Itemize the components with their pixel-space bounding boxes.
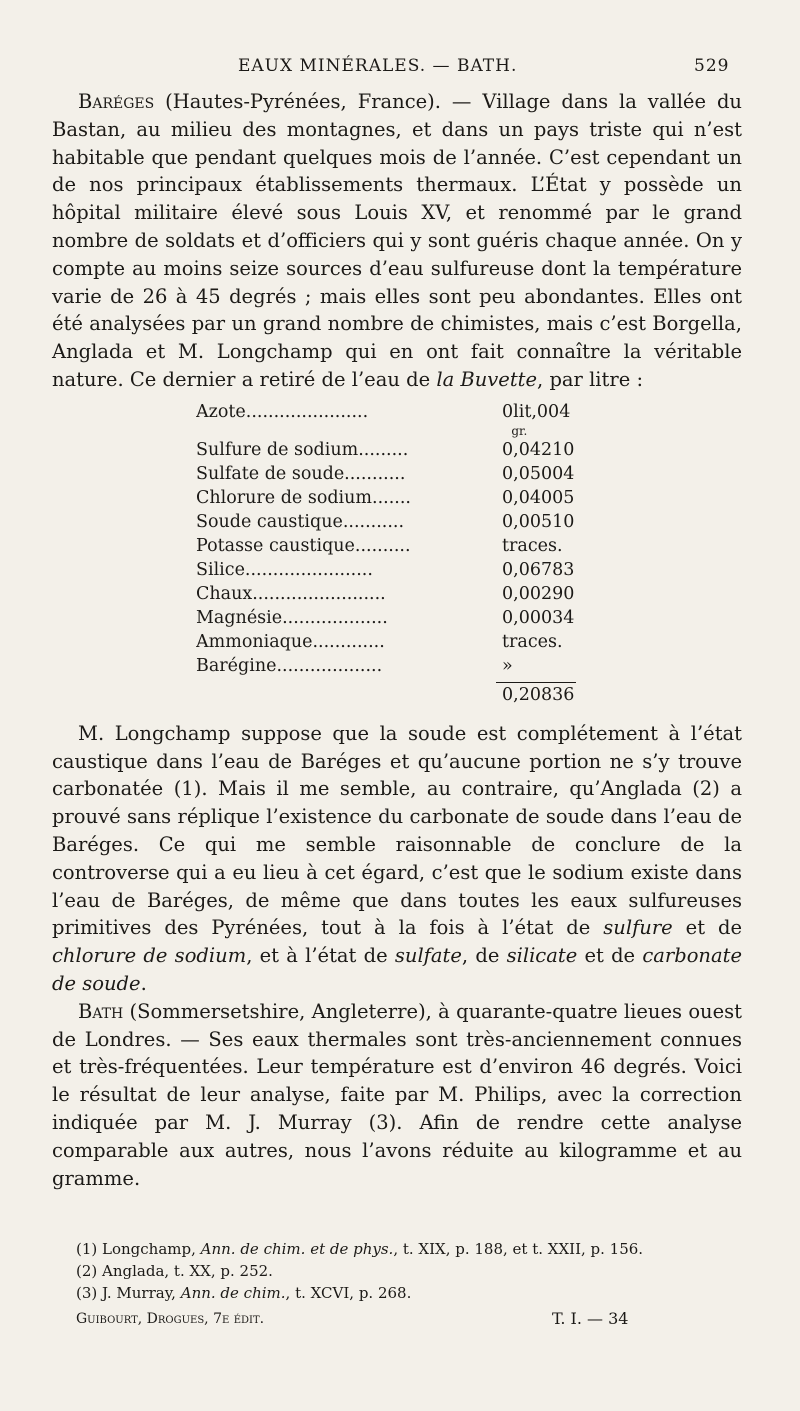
unit-label: gr. — [511, 423, 528, 438]
footnote-text: , t. XCVI, p. 268. — [285, 1284, 412, 1302]
table-row — [196, 438, 616, 462]
substance-name: Sulfate de soude........... — [196, 463, 406, 484]
paragraph-text: . — [140, 971, 147, 995]
italic-term: chlorure de sodium — [52, 944, 247, 968]
signature-left: Guibourt, Drogues, 7e édit. — [76, 1311, 265, 1327]
footnote-text: (3) J. Murray, — [76, 1284, 181, 1302]
substance-name: Soude caustique........... — [196, 511, 405, 532]
entry-heading-bareges: Baréges — [78, 90, 155, 113]
italic-term: carbonate de soude — [52, 944, 742, 995]
footnotes — [76, 1238, 756, 1304]
footnote-text: (2) Anglada, t. XX, p. 252. — [76, 1262, 273, 1280]
total-row — [196, 684, 616, 710]
substance-value: traces. — [502, 631, 563, 652]
table-row — [196, 582, 616, 606]
italic-term: sulfure — [603, 916, 673, 940]
paragraph-text: (Hautes-Pyrénées, France). — Village dans la vallée du Bastan, au milieu des montagnes, et dans un pays triste qui n’est habitable que pendant quelques mois de l’année. C’est cependant un de nos principaux établissements thermaux. L’État y possède un hôpital militaire élevé sous Louis XV, et renommé par le grand nombre de soldats et d’officiers qui y sont guéris chaque année. On y compte au moins seize sources d’eau sulfureuse dont la température varie de 26 à 45 degrés ; mais elles sont peu abondantes. Elles ont été analysées par un grand nombre de chimistes, mais c’est Borgella, Anglada et M. Longchamp qui en ont fait connaître la véritable nature. Ce dernier a retiré de l’eau de — [52, 90, 742, 391]
paragraph-bareges — [52, 88, 742, 394]
substance-value: » — [502, 655, 513, 676]
substance-name: Chaux........................ — [196, 583, 386, 604]
footnote-2 — [76, 1260, 756, 1282]
paragraph-text: , et à l’état de — [246, 944, 395, 968]
paragraph-tail: , par litre : — [537, 367, 644, 391]
substance-value: 0,04210 — [502, 439, 575, 460]
substance-name: Magnésie................... — [196, 607, 388, 628]
printer-signature — [76, 1311, 756, 1335]
total-value: 0,20836 — [502, 684, 575, 705]
table-row — [196, 654, 616, 678]
table-row — [196, 606, 616, 630]
substance-value: 0,00034 — [502, 607, 575, 628]
substance-value: 0,00290 — [502, 583, 575, 604]
table-row — [196, 462, 616, 486]
substance-value: 0lit,004 — [502, 401, 571, 422]
table-row — [196, 558, 616, 582]
paragraph-longchamp — [52, 720, 742, 998]
unit-row — [196, 424, 616, 438]
table-row — [196, 510, 616, 534]
substance-value: 0,00510 — [502, 511, 575, 532]
substance-name: Ammoniaque............. — [196, 631, 385, 652]
substance-name: Potasse caustique.......... — [196, 535, 411, 556]
substance-name: Azote...................... — [196, 401, 369, 422]
running-title: EAUX MINÉRALES. — BATH. — [238, 56, 518, 76]
footnote-3 — [76, 1282, 756, 1304]
table-row — [196, 534, 616, 558]
substance-name: Chlorure de sodium....... — [196, 487, 411, 508]
substance-value: 0,04005 — [502, 487, 575, 508]
page-number: 529 — [694, 56, 730, 76]
footnote-italic: Ann. de chim. et de phys. — [200, 1240, 394, 1258]
footnote-1 — [76, 1238, 756, 1260]
paragraph-text: (Sommersetshire, Angleterre), à quarante-quatre lieues ouest de Londres. — Ses eaux thermales sont très-anciennement connues et très-fréquentées. Leur température est d’environ 46 degrés. Voici le résultat de leur analyse, faite par M. Philips, avec la correction indiquée par M. J. Murray (3). Afin de rendre cette analyse comparable aux autres, nous l’avons réduite au kilogramme et au gramme. — [52, 999, 742, 1190]
italic-term: sulfate — [394, 944, 462, 968]
body-text — [52, 88, 742, 1192]
substance-value: 0,05004 — [502, 463, 575, 484]
paragraph-text: et de — [577, 944, 643, 968]
paragraph-text: et de — [672, 916, 742, 940]
footnote-text: (1) Longchamp, — [76, 1240, 201, 1258]
table-row — [196, 630, 616, 654]
paragraph-text: M. Longchamp suppose que la soude est complétement à l’état caustique dans l’eau de Baréges et qu’aucune portion ne s’y trouve carbonatée (1). Mais il me semble, au contraire, qu’Anglada (2) a prouvé sans réplique l’existence du carbonate de soude dans l’eau de Baréges. Ce qui me semble raisonnable de conclure de la controverse qui a eu lieu à cet égard, c’est que le sodium existe dans l’eau de Baréges, de même que dans toutes les eaux sulfureuses primitives des Pyrénées, tout à la fois à l’état de — [52, 721, 742, 940]
footnote-text: , t. XIX, p. 188, et t. XXII, p. 156. — [393, 1240, 644, 1258]
analysis-table — [196, 400, 616, 710]
substance-value: traces. — [502, 535, 563, 556]
substance-name: Barégine................... — [196, 655, 383, 676]
entry-heading-bath: Bath — [78, 999, 124, 1023]
paragraph-bath — [52, 998, 742, 1193]
italic-phrase: la Buvette — [436, 367, 538, 391]
footnote-italic: Ann. de chim. — [180, 1284, 286, 1302]
substance-name: Sulfure de sodium......... — [196, 439, 409, 460]
substance-name: Silice....................... — [196, 559, 373, 580]
signature-right: T. I. — 34 — [552, 1309, 629, 1328]
running-header — [0, 52, 800, 82]
table-row — [196, 400, 616, 424]
substance-value: 0,06783 — [502, 559, 575, 580]
paragraph-text: , de — [461, 944, 507, 968]
italic-term: silicate — [506, 944, 578, 968]
table-row — [196, 486, 616, 510]
